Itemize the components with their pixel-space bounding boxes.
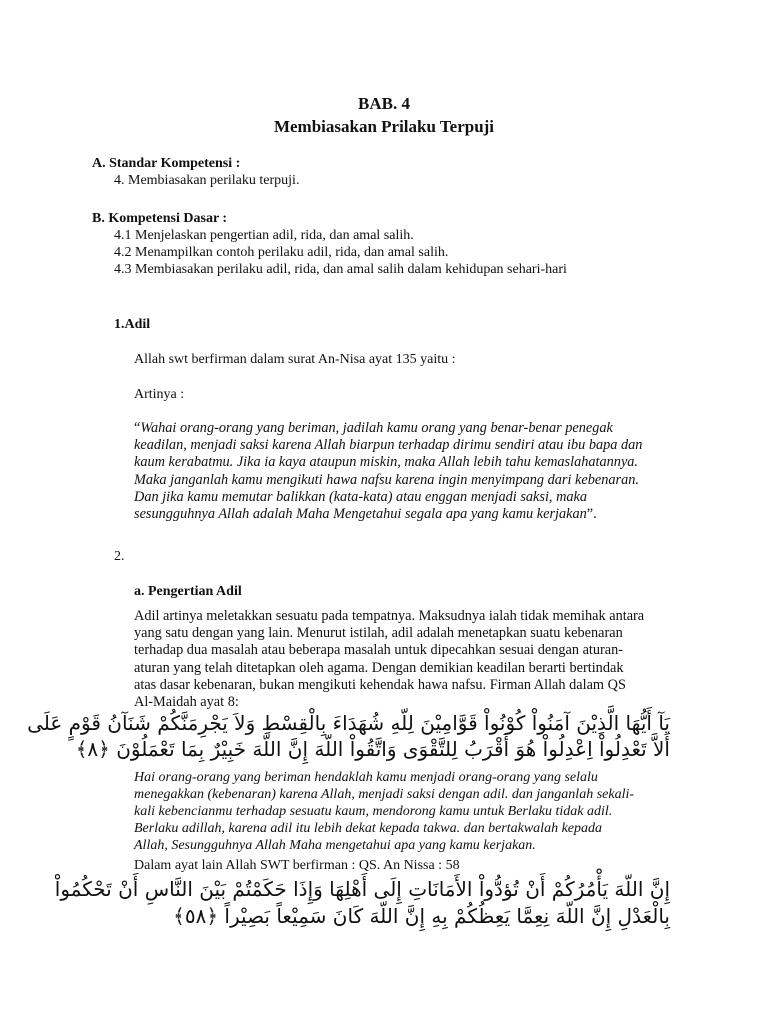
paragraph-line: yang satu dengan yang lain. Menurut istilah, adil adalah menetapkan suatu kebenaran bbox=[134, 625, 623, 642]
item-2-label: 2. bbox=[114, 549, 125, 564]
page-title: Membiasakan Prilaku Terpuji bbox=[273, 117, 495, 136]
quote-line: Maka janganlah kamu mengikuti hawa nafsu karena ingin menyimpang dari kebenaran. bbox=[134, 471, 639, 488]
paragraph-line: terhadap dua masalah atau beberapa masalah untuk dipecahkan sesuai dengan aturan- bbox=[134, 642, 624, 659]
chapter-label: BAB. 4 bbox=[358, 94, 410, 113]
arabic-verse-line: أَلاَّ تَعْدِلُواْ اِعْدِلُواْ هُوَ أَقْرَبُ لِلتَّقْوَى وَاتَّقُواْ اللّهَ إِنَّ اللّهَ خَبِيْرٌ بِمَا تَعْمَلُوْنَ ﴿٨﴾ bbox=[75, 737, 670, 761]
section-b-item: 4.3 Membiasakan perilaku adil, rida, dan amal salih dalam kehidupan sehari-hari bbox=[114, 262, 567, 277]
paragraph-line: Al-Maidah ayat 8: bbox=[134, 694, 239, 711]
paragraph-line: aturan yang telah ditetapkan oleh agama. Dengan demikian keadilan berarti bertindak bbox=[134, 659, 624, 676]
quote-block bbox=[134, 420, 642, 523]
translation-block bbox=[134, 769, 634, 854]
translation-line: Hai orang-orang yang beriman hendaklah kamu menjadi orang-orang yang selalu bbox=[134, 770, 598, 785]
adil-heading: 1.Adil bbox=[114, 317, 151, 332]
section-a-heading: A. Standar Kompetensi : bbox=[92, 156, 241, 171]
quote-line: keadilan, menjadi saksi karena Allah biarpun terhadap dirimu sendiri atau ibu bapa dan bbox=[134, 437, 643, 454]
pengertian-paragraph bbox=[134, 608, 644, 711]
quote-line: Wahai orang-orang yang beriman, jadilah kamu orang yang benar-benar penegak bbox=[140, 420, 613, 436]
quote-line: Dan jika kamu memutar balikkan (kata-kata) atau enggan menjadi saksi, maka bbox=[134, 488, 588, 505]
arabic-verse-line: يَآ أَيُّهَا الَّذِيْنَ آمَنُواْ كُوْنُواْ قَوَّامِيْنَ لِلّهِ شُهَدَاءَ بِالْقِسْطِ وَلاَ يَجْرِمَنَّكُمْ شَنَآنُ قَوْمٍ عَلَى bbox=[27, 711, 670, 735]
artinya-label: Artinya : bbox=[134, 387, 185, 402]
quote-line: kaum kerabatmu. Jika ia kaya ataupun miskin, maka Allah lebih tahu kemaslahatannya. bbox=[134, 454, 639, 471]
arabic-verse-line: إِنَّ اللّهَ يَأْمُرُكُمْ أَنْ تُؤدُّواْ الأَمَانَاتِ إِلَى أَهْلِهَا وَإِذَا حَكَمْتُمْ بَيْنَ النَّاسِ أَنْ تَحْكُمُواْ bbox=[54, 877, 670, 901]
quote-close: ”. bbox=[586, 506, 597, 523]
translation-line: menegakkan (kebenaran) karena Allah, menjadi saksi dengan adil. dan janganlah sekali- bbox=[134, 787, 635, 802]
translation-line: Allah, Sesungguhnya Allah Maha mengetahui apa yang kamu kerjakan. bbox=[134, 838, 536, 853]
section-b-item: 4.1 Menjelaskan pengertian adil, rida, dan amal salih. bbox=[114, 228, 414, 243]
pengertian-heading: a. Pengertian Adil bbox=[134, 584, 242, 599]
second-verse-reference: Dalam ayat lain Allah SWT berfirman : QS. An Nissa : 58 bbox=[134, 858, 460, 873]
paragraph-line: Adil artinya meletakkan sesuatu pada tempatnya. Maksudnya ialah tidak memihak antara bbox=[134, 608, 645, 624]
translation-line: kali kebencianmu terhadap sesuatu kaum, mendorong kamu untuk Berlaku tidak adil. bbox=[134, 804, 613, 819]
arabic-verse-line: بِالْعَدْلِ إِنَّ اللّهَ نِعِمَّا يَعِظُكُمْ بِهِ إِنَّ اللّهَ كَانَ سَمِيْعاً بَصِيْراً ﴿٥٨﴾ bbox=[173, 904, 670, 928]
section-b-heading: B. Kompetensi Dasar : bbox=[92, 211, 228, 226]
section-b-item: 4.2 Menampilkan contoh perilaku adil, rida, dan amal salih. bbox=[114, 245, 449, 260]
section-a-item: 4. Membiasakan perilaku terpuji. bbox=[114, 173, 300, 188]
adil-intro: Allah swt berfirman dalam surat An-Nisa ayat 135 yaitu : bbox=[134, 352, 456, 367]
translation-line: Berlaku adillah, karena adil itu lebih dekat kepada takwa. dan bertakwalah kepada bbox=[134, 821, 603, 836]
quote-line: sesungguhnya Allah adalah Maha Mengetahui segala apa yang kamu kerjakan bbox=[134, 506, 587, 523]
quote-open: “ bbox=[134, 420, 141, 436]
paragraph-line: atas dasar kebenaran, bukan mengikuti kehendak hawa nafsu. Firman Allah dalam QS bbox=[134, 676, 626, 693]
